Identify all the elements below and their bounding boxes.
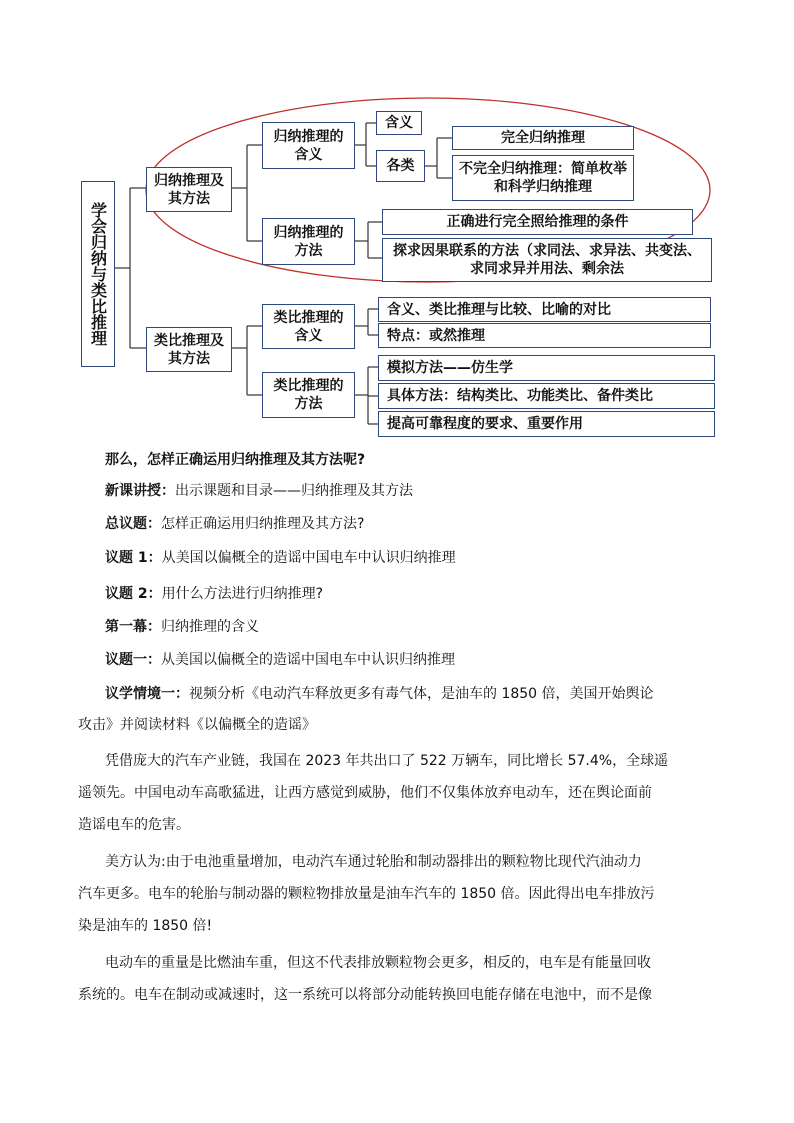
- new-lesson-line: [105, 481, 413, 501]
- branch-induction: 归纳推理及其方法: [146, 167, 232, 212]
- induction-method-item-2: 探求因果联系的方法（求同法、求异法、共变法、求同求异并用法、剩余法: [382, 238, 712, 282]
- scenario-label: 议学情境一：: [105, 686, 189, 702]
- para2-line-3: 染是油车的 1850 倍!: [78, 918, 213, 934]
- hanyi-node: 含义: [376, 111, 422, 135]
- concept-map: [0, 0, 794, 445]
- topic2-text: 用什么方法进行归纳推理?: [161, 586, 324, 602]
- analogy-method-item-2: 具体方法：结构类比、功能类比、备件类比: [378, 383, 715, 409]
- topic-one-text: 从美国以偏概全的造谣中国电车中认识归纳推理: [161, 652, 455, 668]
- new-lesson-text: 出示课题和目录——归纳推理及其方法: [175, 483, 413, 499]
- act1-text: 归纳推理的含义: [161, 619, 259, 635]
- topic-one-label: 议题一：: [105, 652, 161, 668]
- induction-meaning-node: 归纳推理的含义: [262, 122, 355, 169]
- topic1-text: 从美国以偏概全的造谣中国电车中认识归纳推理: [161, 550, 456, 566]
- scenario-text: 视频分析《电动汽车释放更多有毒气体，是油车的 1850 倍，美国开始舆论: [189, 686, 654, 702]
- analogy-method-node: 类比推理的方法: [262, 372, 355, 418]
- para1-line-2: 遥领先。中国电动车高歌猛进，让西方感觉到威胁，他们不仅集体放弃电动车，还在舆论面前: [78, 785, 652, 801]
- para3-line-2: 系统的。电车在制动或减速时，这一系统可以将部分动能转换回电能存储在电池中，而不是像: [78, 987, 652, 1003]
- scenario-line: [105, 684, 654, 704]
- question-line: 那么，怎样正确运用归纳推理及其方法呢?: [105, 452, 366, 468]
- topic-one-line: [105, 650, 455, 670]
- topic2-label: 议题 2：: [105, 586, 162, 602]
- root-node: 学会归纳与类比推理: [81, 181, 115, 367]
- para2-line-1: 美方认为:由于电池重量增加，电动汽车通过轮胎和制动器排出的颗粒物比现代汽油动力: [105, 854, 642, 870]
- branch-analogy: 类比推理及其方法: [146, 327, 232, 372]
- analogy-meaning-item-1: 含义、类比推理与比较、比喻的对比: [378, 297, 711, 322]
- gelei-node: 各类: [376, 150, 425, 182]
- act1-label: 第一幕：: [105, 619, 161, 635]
- main-topic-line: [105, 514, 364, 534]
- act1-line: [105, 617, 259, 637]
- analogy-meaning-node: 类比推理的含义: [262, 304, 355, 349]
- complete-induction-node: 完全归纳推理: [452, 126, 634, 150]
- para1-line-1: 凭借庞大的汽车产业链，我国在 2023 年共出口了 522 万辆车，同比增长 57.4%，全球遥: [105, 753, 669, 769]
- induction-method-node: 归纳推理的方法: [262, 218, 355, 265]
- analogy-method-item-1: 模拟方法——仿生学: [378, 355, 715, 381]
- topic1-line: [105, 548, 456, 568]
- analogy-meaning-item-2: 特点：或然推理: [378, 323, 711, 348]
- incomplete-induction-node: 不完全归纳推理：简单枚举和科学归纳推理: [452, 155, 634, 201]
- induction-method-item-1: 正确进行完全照给推理的条件: [382, 209, 693, 235]
- main-topic-text: 怎样正确运用归纳推理及其方法?: [161, 516, 365, 532]
- topic1-label: 议题 1：: [105, 550, 162, 566]
- para2-line-2: 汽车更多。电车的轮胎与制动器的颗粒物排放量是油车汽车的 1850 倍。因此得出电车排放污: [78, 886, 655, 902]
- scenario-line-2: 攻击》并阅读材料《以偏概全的造谣》: [78, 717, 316, 733]
- para1-line-3: 造谣电车的危害。: [78, 817, 190, 833]
- new-lesson-label: 新课讲授：: [105, 483, 175, 499]
- para3-line-1: 电动车的重量是比燃油车重，但这不代表排放颗粒物会更多，相反的，电车是有能量回收: [105, 955, 651, 971]
- analogy-method-item-3: 提高可靠程度的要求、重要作用: [378, 411, 715, 437]
- topic2-line: [105, 584, 323, 604]
- main-topic-label: 总议题：: [105, 516, 161, 532]
